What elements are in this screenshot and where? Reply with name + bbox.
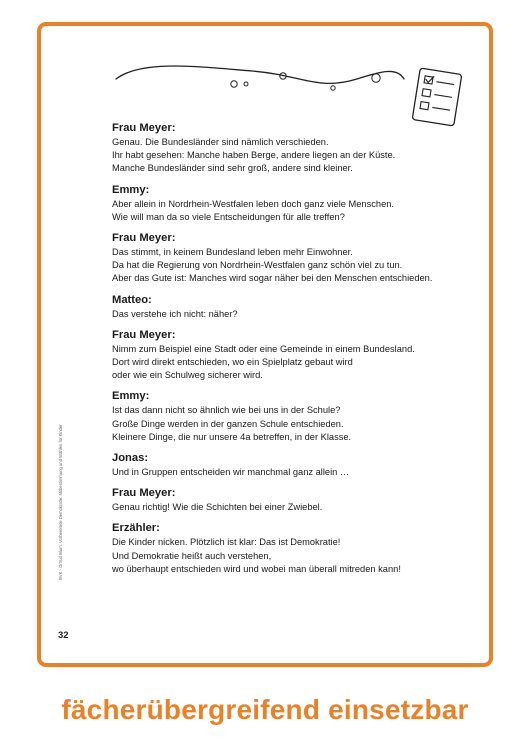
copyright-note (58, 400, 68, 580)
dialogue-line: Kleinere Dinge, die nur unsere 4a betreffen, in der Klasse. (112, 431, 352, 442)
dialogue-line: Das stimmt, in keinem Bundesland leben mehr Einwohner. (112, 247, 353, 258)
dialogue-line: Ihr habt gesehen: Manche haben Berge, andere liegen an der Küste. (112, 150, 396, 161)
tagline: fächerübergreifend einsetzbar (61, 694, 469, 725)
speaker-name: Frau Meyer: (112, 328, 176, 341)
dialogue-line: Das verstehe ich nicht: näher? (112, 308, 238, 319)
speaker-name: Emmy: (112, 183, 150, 196)
dialogue-line: Und Demokratie heißt auch verstehen, (112, 550, 272, 561)
speaker-name: Emmy: (112, 390, 150, 403)
page-number: 32 (58, 630, 69, 641)
speaker-name: Frau Meyer: (112, 232, 176, 245)
dialogue-block (112, 486, 472, 514)
dialogue-line: Genau richtig! Wie die Schichten bei einer Zwiebel. (112, 502, 323, 513)
dialogue-line: Genau. Die Bundesländer sind nämlich verschieden. (112, 137, 329, 147)
dialogue-line: Die Kinder nicken. Plötzlich ist klar: Das ist Demokratie! (112, 537, 341, 548)
dialogue-line: oder wie ein Schulweg sicherer wird. (112, 370, 263, 381)
copyright-note-text: BVK · Ortrud Blum: Vorbereitete Demokratie: Mitbestimmung und Wählen für Kinder (58, 424, 63, 580)
dialogue-line: wo überhaupt entschieden wird und wobei man überall mitreden kann! (112, 563, 401, 574)
dialogue-line: Manche Bundesländer sind sehr groß, andere sind kleiner. (112, 163, 353, 174)
dialogue-block (112, 183, 472, 224)
dialogue-block (112, 389, 472, 444)
dialogue-line: Große Dinge werden in der ganzen Schule entschieden. (112, 418, 344, 429)
dialogue-line: Ist das dann nicht so ähnlich wie bei uns in der Schule? (112, 405, 341, 416)
dialogue-script (112, 121, 472, 583)
dialogue-line: Nimm zum Beispiel eine Stadt oder eine Gemeinde in einem Bundesland. (112, 343, 415, 354)
dialogue-line: Wie will man da so viele Entscheidungen für alle treffen? (112, 211, 345, 222)
speaker-name: Erzähler: (112, 522, 160, 535)
speaker-name: Matteo: (112, 293, 152, 306)
dialogue-line: Und in Gruppen entscheiden wir manchmal ganz allein … (112, 467, 350, 478)
dialogue-line: Aber das Gute ist: Manches wird sogar näher bei den Menschen entschieden. (112, 273, 433, 284)
dialogue-line: Da hat die Regierung von Nordrhein-Westfalen ganz schön viel zu tun. (112, 260, 403, 271)
dialogue-line: Aber allein in Nordrhein-Westfalen leben doch ganz viele Menschen. (112, 198, 394, 209)
dialogue-block (112, 451, 472, 479)
dialogue-block (112, 328, 472, 383)
dialogue-block (112, 231, 472, 286)
dialogue-block (112, 293, 472, 321)
dialogue-line: Dort wird direkt entschieden, wo ein Spielplatz gebaut wird (112, 357, 353, 368)
dialogue-block (112, 521, 472, 576)
checklist-icon (412, 68, 462, 126)
dialogue-block (112, 121, 472, 176)
speaker-name: Jonas: (112, 452, 149, 465)
speaker-name: Frau Meyer: (112, 122, 176, 134)
speaker-name: Frau Meyer: (112, 487, 176, 500)
